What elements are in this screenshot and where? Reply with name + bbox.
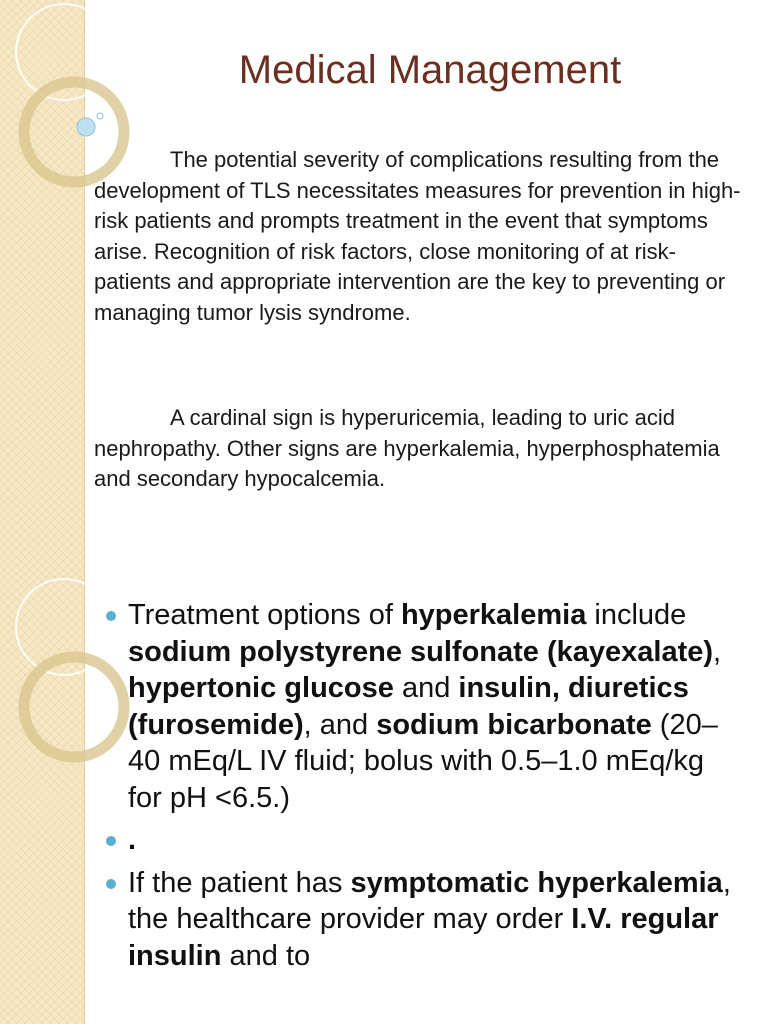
bold-text: symptomatic hyperkalemia [350,866,723,899]
text: If the patient has [128,866,351,899]
bold-text: hypertonic glucose [128,672,394,704]
text: , [713,635,722,668]
bullet-dot-icon [106,836,116,846]
bullet-item-period [104,822,744,859]
bullet-item-symptomatic [104,865,744,975]
paragraph-cardinal-sign: A cardinal sign is hyperuricemia, leading to uric acid nephropathy. Other signs are hyperkalemia, hyperphosphatemia and secondary hypocalcemia. [94,405,720,492]
paragraph-tls-prevention: The potential severity of complications resulting from the development of TLS necessitates measures for prevention in high-risk patients and prompts treatment in the event that symptoms arise. Recognition of risk factors, close monitoring of at risk-patients and appropriate intervention are the key to preventing or managing tumor lysis syndrome. [94,147,741,325]
bold-text: sodium polystyrene sulfonate (kayexalate) [128,635,714,668]
bold-text: insulin, diuretics (furosemide) [128,672,689,741]
text: include [586,599,687,631]
slide-hyperkalemia-treatment [0,575,768,1024]
text: , and [303,708,377,741]
text: , the healthcare provider may order [128,866,731,935]
bold-text: . [128,824,137,856]
text: and [393,672,459,704]
bullet-item-treatment-options [104,597,744,816]
bold-text: I.V. regular insulin [128,903,719,972]
bold-text: hyperkalemia [400,599,587,631]
bold-text: sodium bicarbonate [376,708,652,741]
bullet-dot-icon [106,611,116,621]
text: Treatment options of [128,599,401,631]
slide-title: Medical Management [238,48,622,92]
text: (20–40 mEq/L IV fluid; bolus with 0.5–1.0 mEq/kg for pH <6.5.) [128,708,718,814]
bullet-dot-icon [106,879,116,889]
text: and to [221,939,311,972]
bullet-list [104,597,744,980]
